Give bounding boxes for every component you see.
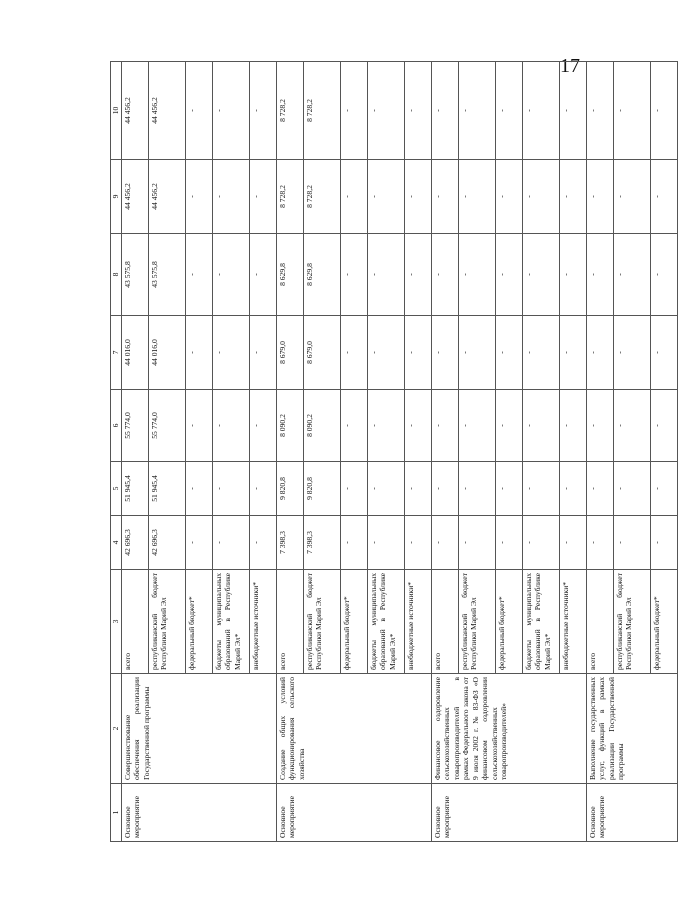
value-cell: 44 456,2 [149, 160, 186, 234]
value-cell: - [368, 316, 405, 390]
column-header: 8 [111, 234, 122, 316]
value-cell: 55 774,0 [122, 390, 149, 462]
value-cell: - [651, 62, 678, 160]
value-cell: - [405, 516, 432, 570]
value-cell: - [496, 234, 523, 316]
value-cell: - [496, 516, 523, 570]
value-cell: - [523, 390, 560, 462]
value-cell: - [432, 160, 459, 234]
funding-source-cell: внебюджетные источники* [405, 570, 432, 674]
rotated-table-area [110, 62, 661, 842]
value-cell: - [614, 316, 651, 390]
value-cell: - [560, 462, 587, 516]
value-cell: 7 398,3 [304, 516, 341, 570]
value-cell: - [459, 516, 496, 570]
measure-kind-cell: Основное мероприятие [587, 784, 678, 842]
table-header-row [111, 62, 122, 842]
value-cell: 44 456,2 [122, 62, 149, 160]
column-header: 4 [111, 516, 122, 570]
value-cell: - [368, 62, 405, 160]
value-cell: - [651, 316, 678, 390]
value-cell: - [459, 316, 496, 390]
funding-source-cell: республиканский бюджет Республики Марий Эл [304, 570, 341, 674]
value-cell: - [341, 62, 368, 160]
value-cell: - [186, 234, 213, 316]
value-cell: - [250, 516, 277, 570]
value-cell: 55 774,0 [149, 390, 186, 462]
funding-source-cell: внебюджетные источники* [560, 570, 587, 674]
funding-source-cell: всего [277, 570, 304, 674]
value-cell: - [523, 316, 560, 390]
value-cell: 51 945,4 [122, 462, 149, 516]
funding-source-cell: бюджеты муниципальных образований в Республике Марий Эл* [523, 570, 560, 674]
value-cell: - [614, 234, 651, 316]
measure-title-cell: Создание общих условий функционирования сельского хозяйства [277, 674, 432, 784]
value-cell: - [560, 62, 587, 160]
measure-title-cell: Выполнение государственных услуг, функций в рамках реализации Государственной программы [587, 674, 678, 784]
measure-title-cell: Совершенствование обеспечения реализации Государственной программы [122, 674, 277, 784]
value-cell: - [651, 516, 678, 570]
value-cell: - [213, 316, 250, 390]
value-cell: - [368, 390, 405, 462]
value-cell: - [587, 234, 614, 316]
value-cell: 51 945,4 [149, 462, 186, 516]
column-header: 3 [111, 570, 122, 674]
value-cell: - [432, 516, 459, 570]
value-cell: 8 629,8 [304, 234, 341, 316]
column-header: 6 [111, 390, 122, 462]
value-cell: - [250, 234, 277, 316]
value-cell: - [432, 390, 459, 462]
value-cell: - [405, 160, 432, 234]
value-cell: - [459, 462, 496, 516]
measure-kind-cell: Основное мероприятие [432, 784, 587, 842]
value-cell: - [213, 160, 250, 234]
value-cell: - [459, 234, 496, 316]
value-cell: 8 629,8 [277, 234, 304, 316]
value-cell: - [213, 390, 250, 462]
value-cell: - [560, 234, 587, 316]
value-cell: - [614, 462, 651, 516]
column-header: 1 [111, 784, 122, 842]
table-row [122, 62, 149, 842]
value-cell: - [523, 516, 560, 570]
value-cell: - [587, 390, 614, 462]
value-cell: - [614, 62, 651, 160]
table-row [432, 62, 459, 842]
value-cell: - [213, 62, 250, 160]
value-cell: - [560, 160, 587, 234]
funding-source-cell: бюджеты муниципальных образований в Республике Марий Эл* [213, 570, 250, 674]
value-cell: - [496, 160, 523, 234]
value-cell: 8 728,2 [277, 62, 304, 160]
page-number: 17 [560, 55, 580, 77]
funding-source-cell: бюджеты муниципальных образований в Республике Марий Эл* [368, 570, 405, 674]
value-cell: - [651, 234, 678, 316]
value-cell: - [432, 234, 459, 316]
value-cell: 44 016,0 [122, 316, 149, 390]
value-cell: - [405, 462, 432, 516]
column-header: 10 [111, 62, 122, 160]
value-cell: - [614, 516, 651, 570]
value-cell: - [587, 316, 614, 390]
value-cell: 8 090,2 [304, 390, 341, 462]
value-cell: - [614, 390, 651, 462]
value-cell: - [560, 390, 587, 462]
value-cell: - [459, 390, 496, 462]
funding-source-cell: федеральный бюджет* [186, 570, 213, 674]
funding-source-cell: республиканский бюджет Республики Марий Эл [149, 570, 186, 674]
value-cell: - [651, 160, 678, 234]
measure-title-cell: Финансовое оздоровление сельскохозяйственных товаропроизводителей в рамках Федерального закона от 9 июля 2002 г. № 83-ФЗ «О финансовом оздоровлении сельскохозяйственных товаропроизводителей» [432, 674, 587, 784]
value-cell: 9 820,8 [277, 462, 304, 516]
column-header: 2 [111, 674, 122, 784]
value-cell: - [250, 160, 277, 234]
funding-source-cell: всего [432, 570, 459, 674]
value-cell: - [432, 316, 459, 390]
funding-source-cell: федеральный бюджет* [496, 570, 523, 674]
value-cell: 8 728,2 [277, 160, 304, 234]
value-cell: 43 575,8 [122, 234, 149, 316]
column-header: 9 [111, 160, 122, 234]
value-cell: - [186, 62, 213, 160]
funding-source-cell: федеральный бюджет* [341, 570, 368, 674]
value-cell: 8 728,2 [304, 160, 341, 234]
value-cell: - [186, 160, 213, 234]
value-cell: - [432, 462, 459, 516]
value-cell: - [614, 160, 651, 234]
value-cell: - [341, 390, 368, 462]
value-cell: 42 696,3 [122, 516, 149, 570]
value-cell: 43 575,8 [149, 234, 186, 316]
table-row [277, 62, 304, 842]
funding-source-cell: внебюджетные источники* [250, 570, 277, 674]
value-cell: - [587, 516, 614, 570]
value-cell: - [560, 516, 587, 570]
funding-source-cell: республиканский бюджет Республики Марий Эл [614, 570, 651, 674]
value-cell: - [341, 316, 368, 390]
value-cell: - [587, 462, 614, 516]
value-cell: - [341, 516, 368, 570]
value-cell: 44 456,2 [149, 62, 186, 160]
funding-source-cell: всего [587, 570, 614, 674]
value-cell: - [213, 234, 250, 316]
value-cell: 7 398,3 [277, 516, 304, 570]
value-cell: - [651, 462, 678, 516]
value-cell: - [459, 62, 496, 160]
value-cell: - [496, 62, 523, 160]
value-cell: 44 456,2 [122, 160, 149, 234]
value-cell: - [496, 462, 523, 516]
value-cell: - [405, 62, 432, 160]
value-cell: 8 679,0 [277, 316, 304, 390]
value-cell: - [341, 234, 368, 316]
value-cell: - [523, 234, 560, 316]
value-cell: - [523, 160, 560, 234]
rotated-table-container [110, 62, 661, 842]
value-cell: - [186, 516, 213, 570]
value-cell: - [432, 62, 459, 160]
value-cell: - [368, 234, 405, 316]
value-cell: - [405, 234, 432, 316]
value-cell: - [459, 160, 496, 234]
value-cell: - [651, 390, 678, 462]
column-header: 7 [111, 316, 122, 390]
value-cell: 8 728,2 [304, 62, 341, 160]
table-row [587, 62, 614, 842]
value-cell: - [496, 390, 523, 462]
value-cell: - [250, 462, 277, 516]
value-cell: - [250, 316, 277, 390]
value-cell: - [250, 62, 277, 160]
value-cell: - [250, 390, 277, 462]
column-header: 5 [111, 462, 122, 516]
value-cell: 44 016,0 [149, 316, 186, 390]
value-cell: - [405, 316, 432, 390]
budget-table [110, 61, 678, 842]
value-cell: - [341, 462, 368, 516]
value-cell: - [496, 316, 523, 390]
value-cell: - [587, 62, 614, 160]
funding-source-cell: федеральный бюджет* [651, 570, 678, 674]
value-cell: - [523, 462, 560, 516]
value-cell: 8 090,2 [277, 390, 304, 462]
funding-source-cell: республиканский бюджет Республики Марий Эл [459, 570, 496, 674]
value-cell: - [368, 516, 405, 570]
value-cell: - [341, 160, 368, 234]
measure-kind-cell: Основное мероприятие [277, 784, 432, 842]
value-cell: - [523, 62, 560, 160]
table-body [122, 62, 678, 842]
value-cell: - [368, 462, 405, 516]
value-cell: - [213, 516, 250, 570]
measure-kind-cell: Основное мероприятие [122, 784, 277, 842]
funding-source-cell: всего [122, 570, 149, 674]
value-cell: - [368, 160, 405, 234]
value-cell: - [560, 316, 587, 390]
value-cell: 42 696,3 [149, 516, 186, 570]
value-cell: - [405, 390, 432, 462]
value-cell: - [186, 462, 213, 516]
value-cell: 8 679,0 [304, 316, 341, 390]
value-cell: - [213, 462, 250, 516]
value-cell: 9 820,8 [304, 462, 341, 516]
value-cell: - [587, 160, 614, 234]
value-cell: - [186, 390, 213, 462]
value-cell: - [186, 316, 213, 390]
